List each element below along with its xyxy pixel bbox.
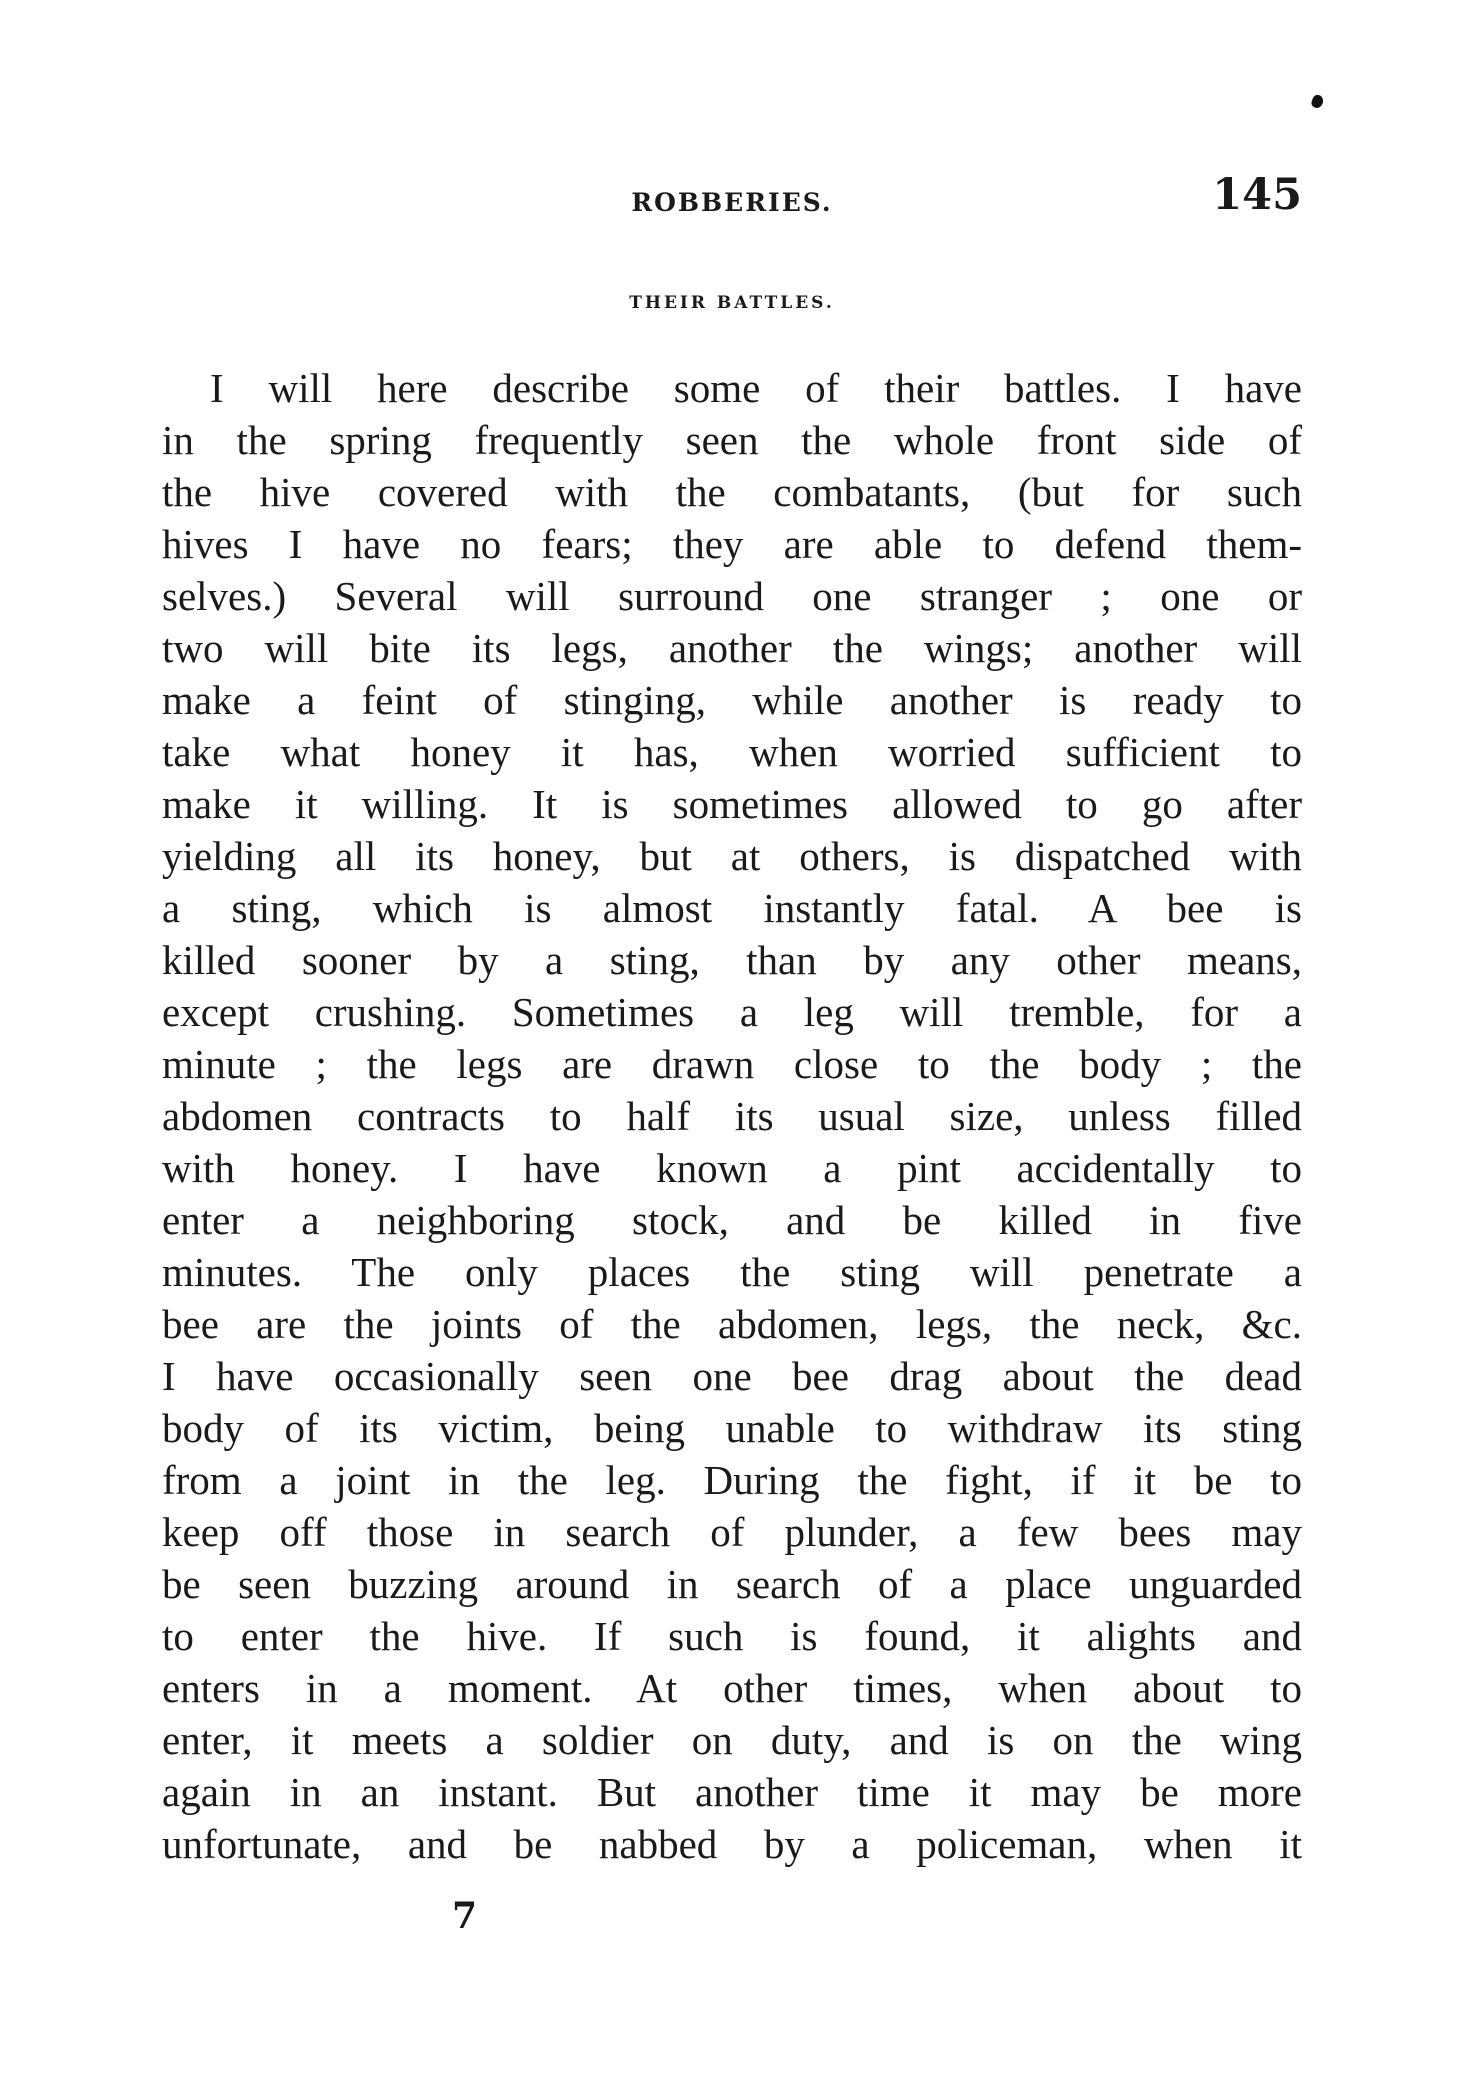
page-number: 145 xyxy=(1212,170,1302,220)
text-line: minute ; the legs are drawn close to the body ; the xyxy=(162,1041,1302,1087)
text-line: abdomen contracts to half its usual size, unless filled xyxy=(162,1093,1302,1139)
text-line: be seen buzzing around in search of a place unguarded xyxy=(162,1561,1302,1607)
text-line: hives I have no fears; they are able to defend them- xyxy=(162,521,1302,567)
text-line: with honey. I have known a pint accidentally to xyxy=(162,1145,1302,1191)
running-head xyxy=(162,170,1302,230)
text-line: to enter the hive. If such is found, it alights and xyxy=(162,1613,1302,1659)
text-line: a sting, which is almost instantly fatal. A bee is xyxy=(162,885,1302,931)
text-line: enter a neighboring stock, and be killed in five xyxy=(162,1197,1302,1243)
text-line: except crushing. Sometimes a leg will tremble, for a xyxy=(162,989,1302,1035)
text-line: yielding all its honey, but at others, is dispatched with xyxy=(162,833,1302,879)
text-line: killed sooner by a sting, than by any other means, xyxy=(162,937,1302,983)
text-line: body of its victim, being unable to withdraw its sting xyxy=(162,1405,1302,1451)
ink-speck xyxy=(1310,94,1325,110)
text-line: unfortunate, and be nabbed by a policeman, when it xyxy=(162,1821,1302,1867)
text-line: two will bite its legs, another the wings; another will xyxy=(162,625,1302,671)
running-title: ROBBERIES. xyxy=(631,188,833,217)
text-line: I will here describe some of their battles. I have xyxy=(210,365,1302,411)
text-line: enter, it meets a soldier on duty, and is on the wing xyxy=(162,1717,1302,1763)
text-line: from a joint in the leg. During the fight, if it be to xyxy=(162,1457,1302,1503)
text-line: bee are the joints of the abdomen, legs, the neck, &c. xyxy=(162,1301,1302,1347)
text-line: I have occasionally seen one bee drag about the dead xyxy=(162,1353,1302,1399)
text-line: keep off those in search of plunder, a few bees may xyxy=(162,1509,1302,1555)
text-line: make it willing. It is sometimes allowed to go after xyxy=(162,781,1302,827)
text-line: minutes. The only places the sting will penetrate a xyxy=(162,1249,1302,1295)
section-heading: THEIR BATTLES. xyxy=(629,293,835,313)
text-line: enters in a moment. At other times, when about to xyxy=(162,1665,1302,1711)
text-line: in the spring frequently seen the whole front side of xyxy=(162,417,1302,463)
text-line: selves.) Several will surround one stranger ; one or xyxy=(162,573,1302,619)
text-line: again in an instant. But another time it may be more xyxy=(162,1769,1302,1815)
text-line: take what honey it has, when worried sufficient to xyxy=(162,729,1302,775)
body-paragraph xyxy=(162,362,1302,1870)
text-line: the hive covered with the combatants, (but for such xyxy=(162,469,1302,515)
text-line: make a feint of stinging, while another is ready to xyxy=(162,677,1302,723)
signature-mark: 7 xyxy=(452,1895,478,1937)
